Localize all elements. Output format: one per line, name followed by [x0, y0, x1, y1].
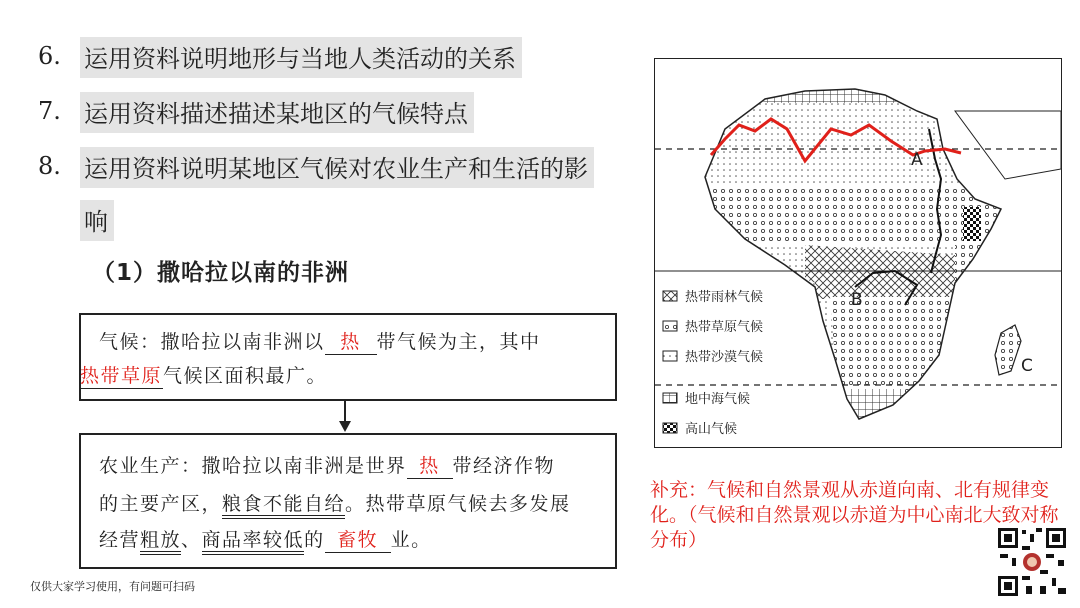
- agri-text-d: 。热带草原气候去多发展: [345, 493, 571, 515]
- map-label-a: A: [911, 150, 923, 170]
- climate-blank-1: [325, 327, 377, 355]
- legend-label-rainforest: 热带雨林气候: [685, 290, 764, 305]
- agri-blank-1: [407, 451, 453, 479]
- objective-text-7: 运用资料描述描述某地区的气候特点: [80, 92, 474, 133]
- agriculture-box: [79, 433, 617, 569]
- climate-blank-2: [79, 361, 163, 389]
- climate-text-b: 带气候为主，其中: [376, 331, 541, 353]
- footer-note: 仅供大家学习使用，有问题可扫码: [30, 580, 195, 593]
- agri-line-1: [99, 451, 555, 479]
- legend-swatch-savanna: [663, 321, 677, 331]
- objective-text-8-continued: 响: [80, 200, 114, 241]
- objective-number-6: 6.: [38, 42, 61, 70]
- agri-text-f: 的: [304, 529, 325, 551]
- objective-text-6: 运用资料说明地形与当地人类活动的关系: [80, 37, 522, 78]
- agri-line-2: [99, 489, 571, 516]
- climate-answer-1: 热: [340, 331, 361, 353]
- africa-climate-map: [654, 58, 1062, 448]
- legend-label-mediterranean: 地中海气候: [685, 392, 751, 407]
- objective-number-8: 8.: [38, 152, 61, 180]
- madagascar-shape: [995, 325, 1021, 375]
- climate-answer-2: 热带草原: [79, 365, 162, 387]
- agri-underline-commodity: 商品率较低: [202, 529, 305, 555]
- supplement-note: 补充：气候和自然景观从赤道向南、北有规律变化。（气候和自然景观以赤道为中心南北大致对称分布）: [650, 479, 1059, 551]
- agri-text-c: 的主要产区，: [99, 493, 223, 515]
- legend-swatch-desert: [663, 351, 677, 361]
- section-title: （1）撒哈拉以南的非洲: [92, 260, 350, 286]
- legend-swatch-highland: [663, 423, 677, 433]
- legend-label-highland: 高山气候: [685, 422, 738, 437]
- agri-text-a: 农业生产：撒哈拉以南非洲是世界: [99, 455, 407, 477]
- agri-line-3: [99, 525, 432, 553]
- climate-text-a: 气候：撒哈拉以南非洲以: [99, 331, 325, 353]
- map-label-b: B: [851, 290, 863, 310]
- climate-box: [79, 313, 617, 401]
- agri-text-sep: 、: [181, 529, 202, 551]
- qr-code-icon[interactable]: [996, 526, 1068, 598]
- agri-text-g: 业。: [390, 529, 432, 551]
- down-arrow-icon: [337, 399, 353, 433]
- objective-text-8: 运用资料说明某地区气候对农业生产和生活的影: [80, 147, 594, 188]
- climate-line-2: [79, 361, 327, 389]
- agri-text-b: 带经济作物: [452, 455, 556, 477]
- climate-line-1: [99, 327, 541, 355]
- legend-label-savanna: 热带草原气候: [685, 320, 764, 335]
- objective-number-7: 7.: [38, 97, 61, 125]
- agri-underline-food: 粮食不能自给: [222, 493, 345, 519]
- climate-zones: [655, 59, 1061, 447]
- legend-swatch-rainforest: [663, 291, 677, 301]
- legend-label-desert: 热带沙漠气候: [685, 350, 764, 365]
- map-label-c: C: [1021, 356, 1033, 376]
- agri-blank-2: [325, 525, 391, 553]
- agri-answer-1: 热: [419, 455, 440, 477]
- legend-swatch-mediterranean: [663, 393, 677, 403]
- agri-answer-2: 畜牧: [337, 529, 379, 551]
- climate-text-c: 气候区面积最广。: [163, 365, 328, 387]
- agri-underline-extensive: 粗放: [140, 529, 181, 555]
- agri-text-e: 经营: [99, 529, 141, 551]
- africa-map-svg: [655, 59, 1061, 447]
- map-legend: [663, 289, 763, 437]
